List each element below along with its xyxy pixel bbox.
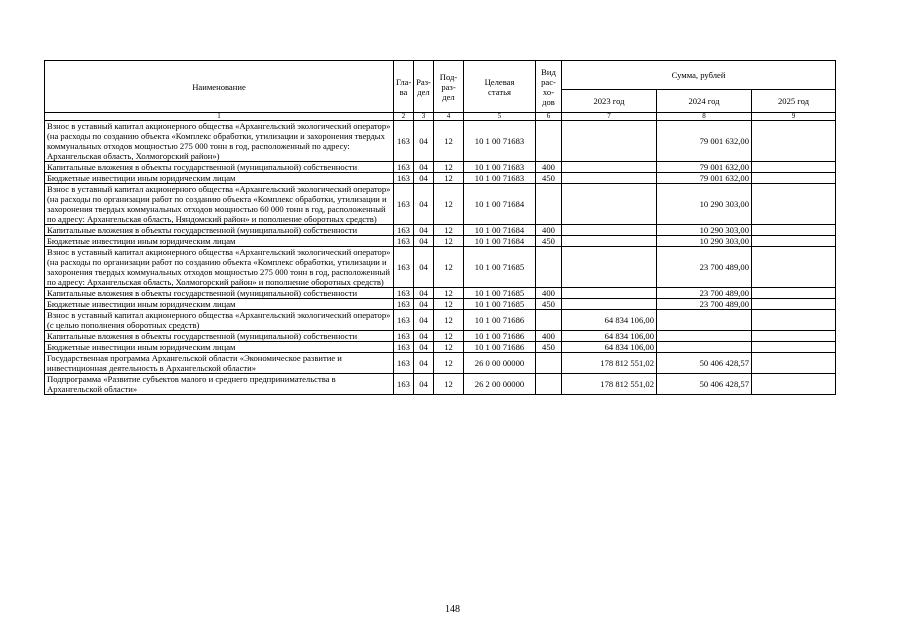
row-razdel: 04 bbox=[414, 225, 434, 236]
header-row-top bbox=[45, 61, 836, 90]
row-glava: 163 bbox=[394, 288, 414, 299]
row-name: Капитальные вложения в объекты государственной (муниципальной) собственности bbox=[45, 162, 394, 173]
row-podrazdel: 12 bbox=[434, 225, 464, 236]
row-sum-2024: 79 001 632,00 bbox=[657, 173, 752, 184]
row-name: Капитальные вложения в объекты государственной (муниципальной) собственности bbox=[45, 288, 394, 299]
row-expense-type bbox=[536, 374, 562, 395]
row-target-article: 10 1 00 71685 bbox=[464, 288, 536, 299]
row-target-article: 10 1 00 71686 bbox=[464, 310, 536, 331]
row-sum-2025 bbox=[752, 247, 836, 288]
row-glava: 163 bbox=[394, 310, 414, 331]
row-sum-2025 bbox=[752, 162, 836, 173]
header-podrazdel: Под- раз- дел bbox=[434, 61, 464, 113]
row-target-article: 10 1 00 71683 bbox=[464, 121, 536, 162]
row-sum-2024 bbox=[657, 331, 752, 342]
row-razdel: 04 bbox=[414, 342, 434, 353]
row-expense-type: 400 bbox=[536, 225, 562, 236]
row-target-article: 10 1 00 71685 bbox=[464, 247, 536, 288]
row-razdel: 04 bbox=[414, 121, 434, 162]
table-row bbox=[45, 310, 836, 331]
table-row bbox=[45, 288, 836, 299]
row-sum-2023: 64 834 106,00 bbox=[562, 342, 657, 353]
row-razdel: 04 bbox=[414, 173, 434, 184]
header-glava: Гла- ва bbox=[394, 61, 414, 113]
row-podrazdel: 12 bbox=[434, 162, 464, 173]
row-sum-2024 bbox=[657, 342, 752, 353]
row-podrazdel: 12 bbox=[434, 236, 464, 247]
row-target-article: 10 1 00 71683 bbox=[464, 162, 536, 173]
row-expense-type: 400 bbox=[536, 331, 562, 342]
row-razdel: 04 bbox=[414, 310, 434, 331]
row-expense-type: 450 bbox=[536, 173, 562, 184]
header-name: Наименование bbox=[45, 61, 394, 113]
row-sum-2023: 64 834 106,00 bbox=[562, 310, 657, 331]
row-podrazdel: 12 bbox=[434, 331, 464, 342]
column-number: 4 bbox=[434, 113, 464, 121]
row-razdel: 04 bbox=[414, 184, 434, 225]
row-sum-2025 bbox=[752, 342, 836, 353]
table-row bbox=[45, 331, 836, 342]
row-expense-type: 400 bbox=[536, 288, 562, 299]
row-target-article: 26 2 00 00000 bbox=[464, 374, 536, 395]
row-glava: 163 bbox=[394, 299, 414, 310]
table-row bbox=[45, 342, 836, 353]
row-sum-2024: 10 290 303,00 bbox=[657, 184, 752, 225]
row-sum-2025 bbox=[752, 184, 836, 225]
row-name: Подпрограмма «Развитие субъектов малого и среднего предпринимательства в Архангельской области» bbox=[45, 374, 394, 395]
row-name: Взнос в уставный капитал акционерного общества «Архангельский экологический оператор» (с целью пополнения оборотных средств) bbox=[45, 310, 394, 331]
row-sum-2024: 10 290 303,00 bbox=[657, 236, 752, 247]
row-sum-2025 bbox=[752, 299, 836, 310]
row-sum-2023 bbox=[562, 121, 657, 162]
row-sum-2023 bbox=[562, 299, 657, 310]
row-sum-2025 bbox=[752, 288, 836, 299]
table-row bbox=[45, 225, 836, 236]
column-number: 8 bbox=[657, 113, 752, 121]
row-target-article: 10 1 00 71684 bbox=[464, 225, 536, 236]
row-podrazdel: 12 bbox=[434, 247, 464, 288]
table-row bbox=[45, 353, 836, 374]
row-glava: 163 bbox=[394, 247, 414, 288]
row-name: Взнос в уставный капитал акционерного общества «Архангельский экологический оператор» (на расходы по организации работ по созданию объекта «Комплекс обработки, утилизации и захоронения твердых коммунальных отходов мощностью 275 000 тонн в год, расположенный по адресу: Архангельская область, Холмогорский район» и пополнение оборотных средств) bbox=[45, 247, 394, 288]
row-glava: 163 bbox=[394, 342, 414, 353]
row-glava: 163 bbox=[394, 162, 414, 173]
row-sum-2024: 79 001 632,00 bbox=[657, 162, 752, 173]
row-glava: 163 bbox=[394, 331, 414, 342]
row-podrazdel: 12 bbox=[434, 299, 464, 310]
row-podrazdel: 12 bbox=[434, 342, 464, 353]
row-expense-type: 400 bbox=[536, 162, 562, 173]
row-razdel: 04 bbox=[414, 353, 434, 374]
row-glava: 163 bbox=[394, 121, 414, 162]
row-sum-2025 bbox=[752, 225, 836, 236]
row-expense-type bbox=[536, 184, 562, 225]
row-sum-2023: 64 834 106,00 bbox=[562, 331, 657, 342]
row-razdel: 04 bbox=[414, 288, 434, 299]
column-number: 2 bbox=[394, 113, 414, 121]
row-sum-2025 bbox=[752, 331, 836, 342]
table-row bbox=[45, 236, 836, 247]
row-target-article: 10 1 00 71684 bbox=[464, 184, 536, 225]
row-glava: 163 bbox=[394, 225, 414, 236]
row-sum-2025 bbox=[752, 374, 836, 395]
row-sum-2024: 50 406 428,57 bbox=[657, 374, 752, 395]
row-razdel: 04 bbox=[414, 162, 434, 173]
row-sum-2023 bbox=[562, 184, 657, 225]
column-number: 9 bbox=[752, 113, 836, 121]
table-body bbox=[45, 121, 836, 395]
row-sum-2025 bbox=[752, 236, 836, 247]
row-glava: 163 bbox=[394, 374, 414, 395]
row-podrazdel: 12 bbox=[434, 353, 464, 374]
row-sum-2024: 23 700 489,00 bbox=[657, 288, 752, 299]
column-number-row bbox=[45, 113, 836, 121]
row-razdel: 04 bbox=[414, 374, 434, 395]
header-year-2025: 2025 год bbox=[752, 90, 836, 113]
row-target-article: 10 1 00 71685 bbox=[464, 299, 536, 310]
row-target-article: 10 1 00 71686 bbox=[464, 331, 536, 342]
row-sum-2024: 10 290 303,00 bbox=[657, 225, 752, 236]
row-glava: 163 bbox=[394, 236, 414, 247]
row-target-article: 10 1 00 71684 bbox=[464, 236, 536, 247]
row-expense-type: 450 bbox=[536, 299, 562, 310]
row-razdel: 04 bbox=[414, 236, 434, 247]
row-sum-2024 bbox=[657, 310, 752, 331]
row-podrazdel: 12 bbox=[434, 310, 464, 331]
row-target-article: 26 0 00 00000 bbox=[464, 353, 536, 374]
row-sum-2023 bbox=[562, 225, 657, 236]
table-row bbox=[45, 374, 836, 395]
column-number: 5 bbox=[464, 113, 536, 121]
row-podrazdel: 12 bbox=[434, 121, 464, 162]
header-vid: Вид рас- хо- дов bbox=[536, 61, 562, 113]
row-name: Взнос в уставный капитал акционерного общества «Архангельский экологический оператор» (на расходы по созданию объекта «Комплекс обработки, утилизации и захоронения твердых коммунальных отходов мощностью 275 000 тонн в год, расположенный по адресу: Архангельская область, Холмогорский район») bbox=[45, 121, 394, 162]
row-target-article: 10 1 00 71683 bbox=[464, 173, 536, 184]
row-sum-2023: 178 812 551,02 bbox=[562, 374, 657, 395]
row-expense-type bbox=[536, 310, 562, 331]
row-glava: 163 bbox=[394, 173, 414, 184]
row-sum-2023: 178 812 551,02 bbox=[562, 353, 657, 374]
table-row bbox=[45, 162, 836, 173]
header-year-2023: 2023 год bbox=[562, 90, 657, 113]
row-sum-2025 bbox=[752, 310, 836, 331]
row-name: Бюджетные инвестиции иным юридическим лицам bbox=[45, 342, 394, 353]
row-expense-type bbox=[536, 247, 562, 288]
row-podrazdel: 12 bbox=[434, 184, 464, 225]
row-podrazdel: 12 bbox=[434, 374, 464, 395]
row-sum-2023 bbox=[562, 173, 657, 184]
row-expense-type bbox=[536, 121, 562, 162]
row-expense-type bbox=[536, 353, 562, 374]
row-sum-2025 bbox=[752, 121, 836, 162]
row-sum-2023 bbox=[562, 247, 657, 288]
row-sum-2023 bbox=[562, 162, 657, 173]
row-name: Бюджетные инвестиции иным юридическим лицам bbox=[45, 236, 394, 247]
table-row bbox=[45, 184, 836, 225]
header-year-2024: 2024 год bbox=[657, 90, 752, 113]
header-sum: Сумма, рублей bbox=[562, 61, 836, 90]
row-glava: 163 bbox=[394, 353, 414, 374]
table-row bbox=[45, 173, 836, 184]
row-sum-2024: 23 700 489,00 bbox=[657, 299, 752, 310]
row-sum-2024: 79 001 632,00 bbox=[657, 121, 752, 162]
row-name: Бюджетные инвестиции иным юридическим лицам bbox=[45, 173, 394, 184]
row-razdel: 04 bbox=[414, 247, 434, 288]
row-sum-2024: 50 406 428,57 bbox=[657, 353, 752, 374]
row-name: Взнос в уставный капитал акционерного общества «Архангельский экологический оператор» (на расходы по организации работ по созданию объекта «Комплекс обработки, утилизации и захоронения твердых коммунальных отходов мощностью 60 000 тонн в год, расположенный по адресу: Архангельская область, Няндомский район» и пополнение оборотных средств) bbox=[45, 184, 394, 225]
row-podrazdel: 12 bbox=[434, 288, 464, 299]
table-row bbox=[45, 299, 836, 310]
row-razdel: 04 bbox=[414, 331, 434, 342]
column-number: 1 bbox=[45, 113, 394, 121]
row-sum-2024: 23 700 489,00 bbox=[657, 247, 752, 288]
row-target-article: 10 1 00 71686 bbox=[464, 342, 536, 353]
table-row bbox=[45, 121, 836, 162]
column-number: 7 bbox=[562, 113, 657, 121]
row-sum-2023 bbox=[562, 236, 657, 247]
row-name: Капитальные вложения в объекты государственной (муниципальной) собственности bbox=[45, 225, 394, 236]
table-row bbox=[45, 247, 836, 288]
page-number: 148 bbox=[445, 604, 460, 615]
row-glava: 163 bbox=[394, 184, 414, 225]
budget-table bbox=[44, 60, 836, 395]
row-razdel: 04 bbox=[414, 299, 434, 310]
header-razdel: Раз- дел bbox=[414, 61, 434, 113]
header-target: Целевая статья bbox=[464, 61, 536, 113]
row-name: Государственная программа Архангельской области «Экономическое развитие и инвестиционная деятельность в Архангельской области» bbox=[45, 353, 394, 374]
row-sum-2025 bbox=[752, 353, 836, 374]
column-number: 3 bbox=[414, 113, 434, 121]
column-number: 6 bbox=[536, 113, 562, 121]
row-sum-2025 bbox=[752, 173, 836, 184]
row-name: Капитальные вложения в объекты государственной (муниципальной) собственности bbox=[45, 331, 394, 342]
row-sum-2023 bbox=[562, 288, 657, 299]
row-expense-type: 450 bbox=[536, 236, 562, 247]
row-name: Бюджетные инвестиции иным юридическим лицам bbox=[45, 299, 394, 310]
row-podrazdel: 12 bbox=[434, 173, 464, 184]
row-expense-type: 450 bbox=[536, 342, 562, 353]
